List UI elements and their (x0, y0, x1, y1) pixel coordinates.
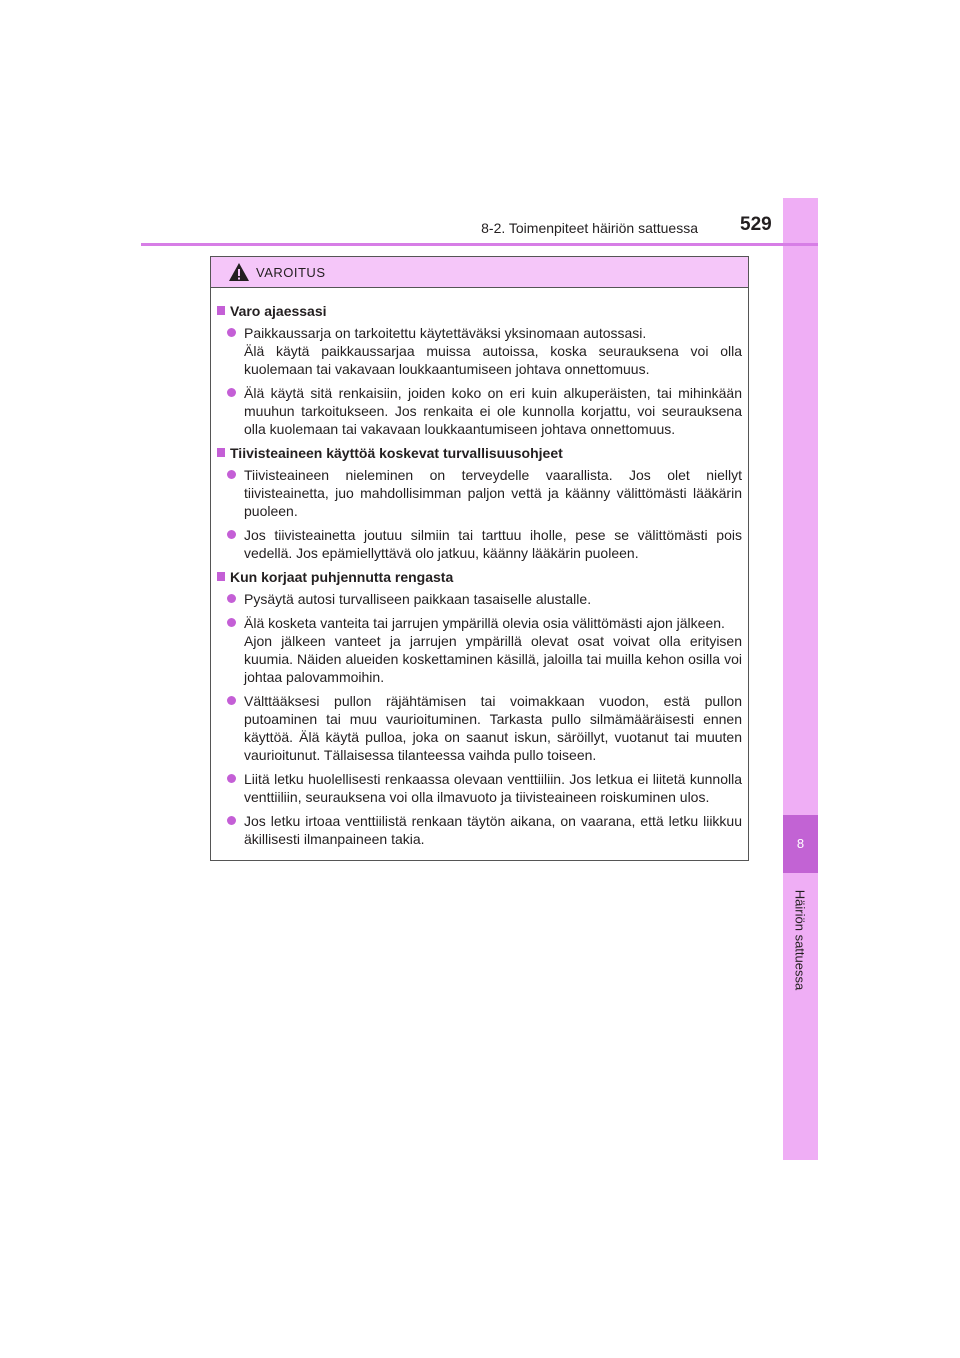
warning-body (211, 288, 748, 848)
bullet-dot-icon (227, 388, 236, 397)
bullet-dot-icon (227, 618, 236, 627)
bullet-dot-icon (227, 530, 236, 539)
chapter-side-tab (783, 198, 818, 1160)
bullet-dot-icon (227, 696, 236, 705)
section-square-icon (217, 572, 225, 581)
warning-bullet-item (227, 384, 742, 438)
bullet-text-line: Välttääksesi pullon räjähtämisen tai voimakkaan vuodon, estä pullon putoaminen tai muu vaurioituminen. Tarkasta pullo silmämääräisesti ennen käyttöä. Älä käytä pulloa, joka on saanut iskun, säröillyt, vuotanut tai muuten vaurioitunut. Tällaisessa tilanteessa vaihda pullo toiseen. (244, 693, 742, 763)
warning-header (211, 257, 748, 288)
warning-bullet-item (227, 692, 742, 764)
warning-bullet-item (227, 526, 742, 562)
warning-bullet-item (227, 324, 742, 378)
bullet-dot-icon (227, 594, 236, 603)
bullet-dot-icon (227, 328, 236, 337)
bullet-text-line: Jos letku irtoaa venttiilistä renkaan täytön aikana, on vaarana, että letku liikkuu äkillisesti ilmanpaineen takia. (244, 813, 742, 847)
bullet-text-line: Tiivisteaineen nieleminen on terveydelle vaarallista. Jos olet niellyt tiivisteainetta, juo mahdollisimman paljon vettä ja käänny välittömästi lääkärin puoleen. (244, 467, 742, 519)
bullet-dot-icon (227, 816, 236, 825)
warning-bullet-item (227, 812, 742, 848)
page-number: 529 (740, 214, 772, 235)
warning-bullet-item (227, 466, 742, 520)
bullet-text-line: Liitä letku huolellisesti renkaassa olevaan venttiiliin. Jos letkua ei liitetä kunnolla venttiiliin, seurauksena voi olla ilmavuoto ja tiivisteaineen roiskuminen ulos. (244, 771, 742, 805)
section-square-icon (217, 306, 225, 315)
bullet-text-line: Älä käytä sitä renkaisiin, joiden koko on eri kuin alkuperäisten, tai mihinkään muuhun tarkoitukseen. Jos renkaita ei ole kunnolla korjattu, voi seurauksena olla kuolemaan tai vakavaan loukkaantumiseen johtava onnettomuus. (244, 385, 742, 437)
header-divider (141, 243, 818, 246)
warning-bullet-item (227, 614, 742, 686)
warning-section-title: Kun korjaat puhjennutta rengasta (217, 568, 742, 586)
section-heading: 8-2. Toimenpiteet häiriön sattuessa (481, 220, 698, 236)
chapter-number-tab: 8 (783, 815, 818, 873)
chapter-label: Häiriön sattuessa (792, 889, 808, 991)
warning-bullet-item (227, 590, 742, 608)
bullet-text-line: Ajon jälkeen vanteet ja jarrujen ympärillä olevat osat voivat olla erityisen kuumia. Näiden alueiden koskettaminen käsillä, jaloilla tai muilla kehon osilla voi johtaa palovammoihin. (244, 633, 742, 685)
section-square-icon (217, 448, 225, 457)
warning-section-title: Varo ajaessasi (217, 302, 742, 320)
warning-bullet-item (227, 770, 742, 806)
warning-box (210, 256, 749, 861)
bullet-text-line: Älä käytä paikkaussarjaa muissa autoissa, koska seurauksena voi olla kuolemaan tai vakavaan loukkaantumiseen johtava onnettomuus. (244, 343, 742, 377)
warning-section-title: Tiivisteaineen käyttöä koskevat turvallisuusohjeet (217, 444, 742, 462)
bullet-dot-icon (227, 470, 236, 479)
bullet-text-line: Jos tiivisteainetta joutuu silmiin tai tarttuu iholle, pese se välittömästi pois vedellä. Jos epämiellyttävä olo jatkuu, käänny lääkärin puoleen. (244, 527, 742, 561)
bullet-text-line: Pysäytä autosi turvalliseen paikkaan tasaiselle alustalle. (244, 591, 592, 607)
warning-triangle-icon (228, 262, 250, 282)
bullet-text-line: Paikkaussarja on tarkoitettu käytettäväksi yksinomaan autossasi. (244, 325, 647, 341)
bullet-text-line: Älä kosketa vanteita tai jarrujen ympärillä olevia osia välittömästi ajon jälkeen. (244, 615, 725, 631)
bullet-dot-icon (227, 774, 236, 783)
warning-label: VAROITUS (256, 264, 326, 280)
